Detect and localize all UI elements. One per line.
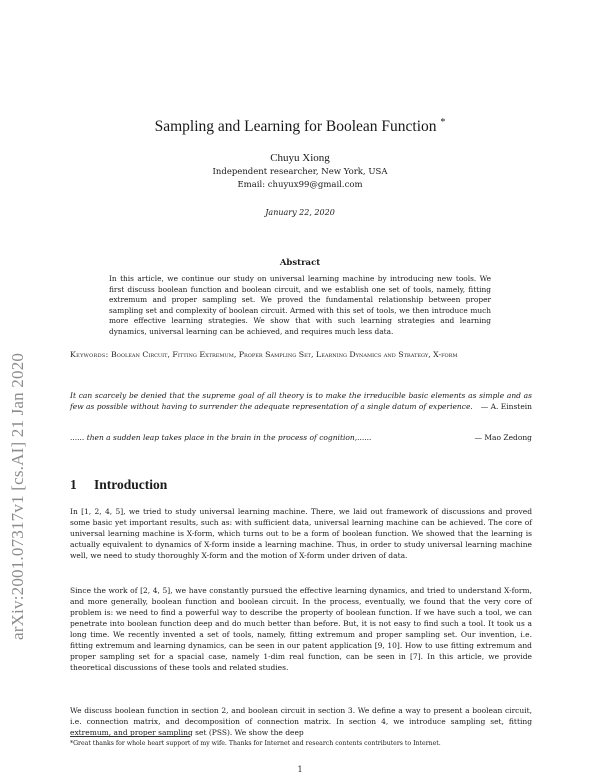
paper-title-text: Sampling and Learning for Boolean Function [154,118,437,136]
paper-title [60,117,540,136]
epigraph-mao-text: ...... then a sudden leap takes place in the brain in the process of cognition,...... [70,433,372,442]
epigraph-einstein-text: It can scarcely be denied that the supreme goal of all theory is to make the irreducible basic elements as simple and as few as possible without having to surrender the adequate representation of a single datum of experience. [70,391,532,411]
page-number: 1 [297,765,303,774]
keywords-list: Boolean Circuit, Fitting Extremum, Proper Sampling Set, Learning Dynamics and Strategy, X-form [111,350,458,359]
epigraph-einstein [70,391,532,412]
author-email: Email: chuyux99@gmail.com [237,180,363,190]
body-paragraph: Since the work of [2, 4, 5], we have constantly pursued the effective learning dynamics, and tried to understand X-form, and more generally, boolean function and boolean circuit. In the process, eventually, we found that the very core of problem is: we need to find a powerful way to describe the property of boolean function. If we have such a tool, we can penetrate into boolean function deep and do much better than before. But, it is not easy to find such a tool. It took us a long time. We recently invented a set of tools, namely, fitting extremum and proper sampling set. Our invention, i.e. fitting extremum and learning dynamics, can be seen in our patent application [9, 10]. How to use fitting extremum and proper sampling set for a spacial case, namely 1-dim real function, can be seen in [7]. In this article, we provide theoretical discussions of these tools and related studies. [70,586,532,672]
keywords-block [70,349,532,360]
body-paragraph: In [1, 2, 4, 5], we tried to study universal learning machine. There, we laid out framework of discussions and proved some basic yet important results, such as: with sufficient data, universal learning machine can be achieved. The core of universal learning machine is X-form, which turns out to be a form of boolean function. We showed that the learning is actually equivalent to dynamics of X-form inside a learning machine. Thus, in order to study universal learning machine well, we need to study thoroughly X-form and the motion of X-form under driven of data. [70,507,532,560]
title-footnote-marker: * [440,117,446,128]
footnote: *Great thanks for whole heart support of my wife. Thanks for Internet and research contents contributers to Internet. [70,740,441,747]
abstract-heading: Abstract [279,258,321,268]
author-affiliation: Independent researcher, New York, USA [212,167,388,177]
epigraph-mao [70,433,532,444]
body-paragraph: We discuss boolean function in section 2, and boolean circuit in section 3. We define a way to present a boolean circuit, i.e. connection matrix, and decomposition of connection matrix. In section 4, we introduce sampling set, fitting extremum, and proper sampling set (PSS). We show the deep [70,706,532,737]
author-name: Chuyu Xiong [270,152,330,164]
section-number: 1 [70,477,77,492]
arxiv-identifier-stamp: arXiv:2001.07317v1 [cs.AI] 21 Jan 2020 [8,352,27,640]
section-title: Introduction [94,477,168,492]
publication-date: January 22, 2020 [265,208,335,217]
keywords-label: Keywords: [70,350,109,359]
epigraph-mao-attribution: — Mao Zedong [474,433,532,442]
footnote-divider [70,736,190,737]
epigraph-einstein-attribution: — A. Einstein [480,401,532,411]
abstract-body: In this article, we continue our study on universal learning machine by introducing new tools. We first discuss boolean function and boolean circuit, and we establish one set of tools, namely, fitting extremum and proper sampling set. We proved the fundamental relationship between proper sampling set and complexity of boolean circuit. Armed with this set of tools, we then introduce much more effective learning strategies. We show that with such learning strategies and learning dynamics, universal learning can be achieved, and requires much less data. [109,274,491,336]
section-heading [70,477,532,493]
